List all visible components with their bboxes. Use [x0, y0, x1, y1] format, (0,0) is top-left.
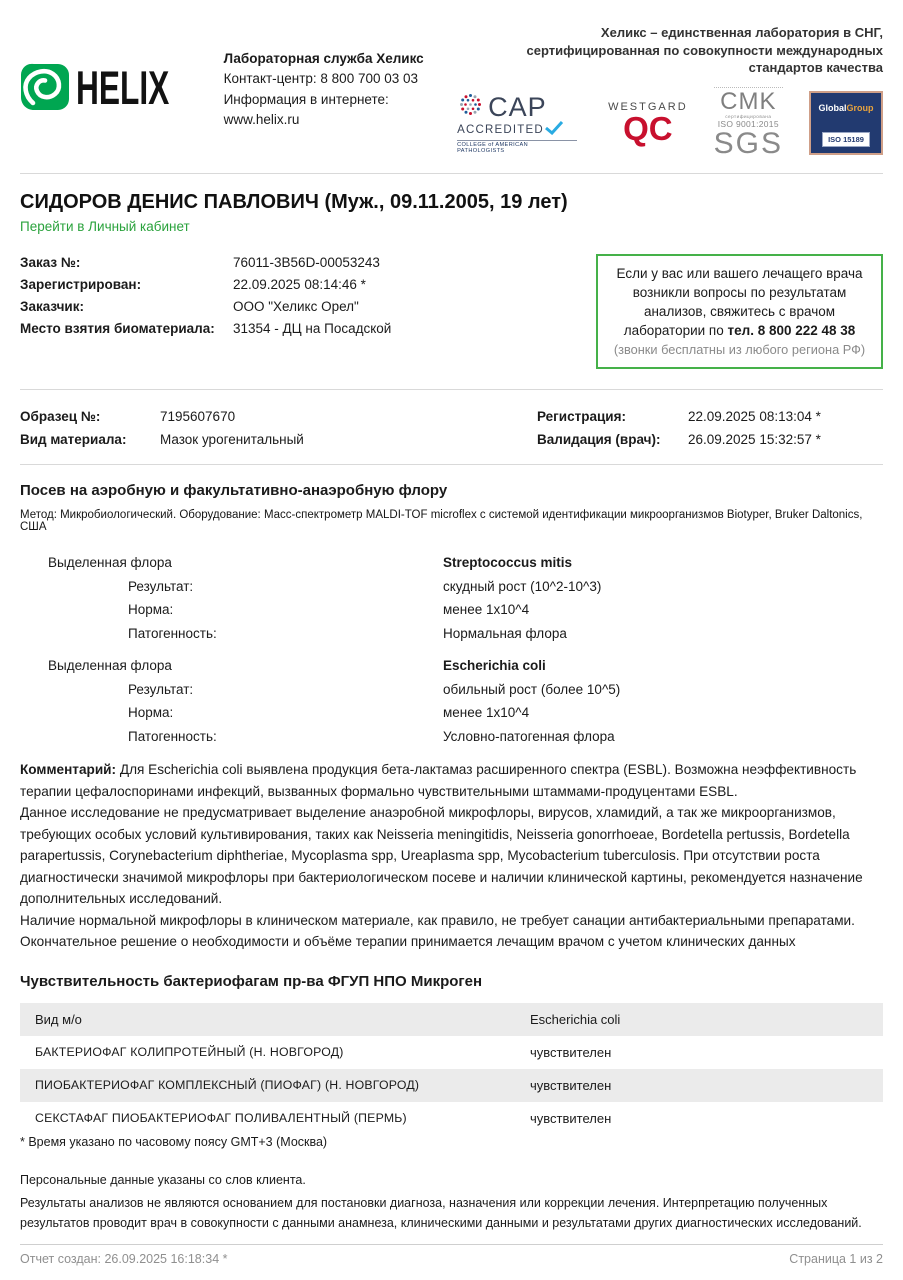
sample-info-section — [20, 405, 883, 451]
header-divider — [20, 173, 883, 174]
cap-caption: COLLEGE of AMERICAN PATHOLOGISTS — [457, 140, 577, 154]
phage-table-row — [20, 1102, 883, 1135]
order-number-value: 76011-3B56D-00053243 — [233, 254, 380, 270]
contact-center-line: Контакт-центр: 8 800 700 03 03 — [223, 71, 419, 87]
order-number-label: Заказ №: — [20, 254, 81, 270]
result-label: Результат: — [128, 681, 194, 697]
cert-line-3: стандартов качества — [748, 60, 883, 76]
pathogenicity-value: Условно-патогенная флора — [443, 728, 615, 744]
helix-swirl-icon — [20, 63, 70, 116]
isolate-escherichia — [20, 654, 883, 748]
result-label: Результат: — [128, 578, 194, 594]
norm-value: менее 1x10^4 — [443, 602, 530, 618]
validation-label: Валидация (врач): — [537, 432, 661, 448]
phage-table-row — [20, 1069, 883, 1102]
validation-value: 26.09.2025 15:32:57 * — [688, 432, 821, 448]
material-type-row — [20, 428, 537, 451]
footer-row — [20, 1252, 883, 1266]
norm-label: Норма: — [128, 705, 174, 721]
norm-row — [20, 598, 883, 622]
helix-logo — [20, 48, 206, 130]
help-box-text: Если у вас или вашего лечащего врача возникли вопросы по результатам анализов, свяжитесь с врачом лаборатории по — [616, 265, 863, 339]
comment-text-4: Окончательное решение о необходимости и объёме терапии принимается лечащим врачом с учетом клинических данных — [20, 934, 796, 950]
report-created-timestamp: Отчет создан: 26.09.2025 16:18:34 * — [20, 1252, 228, 1266]
registration-value: 22.09.2025 08:13:04 * — [688, 409, 821, 425]
cmk-title: CMK — [720, 87, 777, 115]
sample-right-column — [537, 405, 883, 451]
doctor-help-box — [596, 254, 883, 370]
order-registered-value: 22.09.2025 08:14:46 * — [233, 276, 366, 292]
order-customer-label: Заказчик: — [20, 298, 84, 314]
pathogenicity-row — [20, 725, 883, 749]
comment-label: Комментарий: — [20, 762, 117, 778]
footer-divider — [20, 1244, 883, 1245]
phage-table-row — [20, 1036, 883, 1069]
comment-paragraph — [20, 759, 883, 802]
westgard-qc-letters: QC — [623, 109, 673, 147]
order-divider — [20, 389, 883, 390]
personal-data-note: Персональные данные указаны со слов клиента. — [20, 1173, 306, 1188]
organism-name: Streptococcus mitis — [443, 555, 573, 571]
globalgroup-brand: GlobalGroup — [818, 102, 874, 113]
phage-col-organism-type: Вид м/о — [35, 1011, 82, 1027]
flora-header-row — [20, 654, 883, 678]
phage-name: СЕКСТАФАГ ПИОБАКТЕРИОФАГ ПОЛИВАЛЕНТНЫЙ (ПЕРМЬ) — [35, 1111, 407, 1126]
phage-sensitivity: чувствителен — [530, 1077, 612, 1093]
comment-text-3: Наличие нормальной микрофлоры в клиническом материале, как правило, не требует санации антибактериальными препаратами. — [20, 912, 855, 928]
order-registered-label: Зарегистрирован: — [20, 276, 142, 292]
help-box-phone: тел. 8 800 222 48 38 — [727, 323, 856, 339]
globalgroup-iso-label: ISO 15189 — [822, 132, 870, 147]
help-box-note: (звонки бесплатны из любого региона РФ) — [613, 342, 866, 358]
westgard-title: WESTGARD — [608, 100, 688, 113]
order-info-section — [20, 252, 883, 370]
cap-subtitle: ACCREDITED — [457, 123, 544, 136]
isolate-streptococcus — [20, 551, 883, 645]
header-certification-block — [457, 24, 883, 159]
flora-header-row — [20, 551, 883, 575]
phage-name: БАКТЕРИОФАГ КОЛИПРОТЕЙНЫЙ (Н. НОВГОРОД) — [35, 1045, 344, 1060]
order-details — [20, 252, 596, 370]
cert-line-1: Хеликс – единственная лаборатория в СНГ, — [600, 25, 883, 40]
timezone-note: * Время указано по часовому поясу GMT+3 (Москва) — [20, 1135, 328, 1150]
order-site-row — [20, 318, 596, 340]
patient-name: СИДОРОВ ДЕНИС ПАВЛОВИЧ (Муж., 09.11.2005, 19 лет) — [20, 190, 568, 213]
header-brand-block — [20, 48, 457, 130]
sample-number-row — [20, 405, 537, 428]
pathogenicity-value: Нормальная флора — [443, 625, 567, 641]
order-customer-value: ООО "Хеликс Орел" — [233, 298, 359, 314]
norm-row — [20, 701, 883, 725]
material-type-value: Мазок урогенитальный — [160, 432, 304, 448]
validation-row — [537, 428, 883, 451]
result-row — [20, 575, 883, 599]
helix-logo-word: HELIX — [76, 62, 170, 115]
accreditation-badges — [457, 87, 883, 159]
phage-section-title: Чувствительность бактериофагам пр-ва ФГУП НПО Микроген — [20, 972, 483, 990]
certification-text — [457, 24, 883, 77]
flora-label: Выделенная флора — [48, 555, 172, 571]
cap-dots-icon — [457, 91, 484, 123]
westgard-qc-badge — [608, 100, 688, 147]
order-registered-row — [20, 274, 596, 296]
comment-text-2: Данное исследование не предусматривает выделение анаэробной микрофлоры, вирусов, хламидий, а так же микроорганизмов, требующих особых условий культивирования, таких как Neisseria meningitidis, Neisseria gonorrhoeae, Bordetella pertussis, Bordetella parapertussis, Corynebacterium diphtheriae, Mycoplasma spp, Ureaplasma spp, Mycobacterium tuberculosis. При отсутствии роста диагностически значимой микрофлоры при бактериологическом посеве и наличии клинической картины, рекомендуется назначение дополнительных исследований. — [20, 805, 863, 907]
cmk-iso-text: ISO 9001:2015 — [717, 118, 779, 129]
phage-col-organism-name: Escherichia coli — [530, 1011, 621, 1027]
phage-name: ПИОБАКТЕРИОФАГ КОМПЛЕКСНЫЙ (ПИОФАГ) (Н. НОВГОРОД) — [35, 1078, 420, 1093]
norm-label: Норма: — [128, 602, 174, 618]
order-site-label: Место взятия биоматериала: — [20, 320, 215, 336]
result-value: скудный рост (10^2-10^3) — [443, 578, 602, 594]
order-site-value: 31354 - ДЦ на Посадской — [233, 320, 392, 336]
norm-value: менее 1x10^4 — [443, 705, 530, 721]
results-disclaimer: Результаты анализов не являются основанием для постановки диагноза, назначения или коррекции лечения. Интерпретацию полученных результатов проводит врач в совокупности с данными анамнеза, клиническими данными и результатами других диагностических исследований. — [20, 1196, 862, 1230]
pathogenicity-label: Патогенность: — [128, 625, 217, 641]
cap-accredited-badge — [457, 91, 582, 154]
phage-table — [20, 1003, 883, 1135]
isolates-list — [20, 551, 883, 748]
website-line: Информация в интернете: www.helix.ru — [223, 91, 389, 127]
cmk-tiny-text: сертифицирована — [725, 113, 772, 119]
report-header — [20, 24, 883, 159]
material-type-label: Вид материала: — [20, 432, 127, 448]
order-number-row — [20, 252, 596, 274]
cap-title: CAP — [488, 91, 547, 122]
result-row — [20, 678, 883, 702]
comment-text-1: Для Escherichia coli выявлена продукция бета-лактамаз расширенного спектра (ESBL). Возможна неэффективность терапии цефалоспоринами инфекций, вызванных формально чувствительными штаммами-продуцентами ESBL. — [20, 762, 857, 799]
cert-line-2: сертифицированная по совокупности международных — [526, 42, 883, 58]
registration-row — [537, 405, 883, 428]
lab-contact-block — [224, 49, 458, 130]
sample-left-column — [20, 405, 537, 451]
flora-label: Выделенная флора — [48, 658, 172, 674]
phage-table-header — [20, 1003, 883, 1036]
organism-name: Escherichia coli — [443, 658, 546, 674]
phage-sensitivity: чувствителен — [530, 1044, 612, 1060]
globalgroup-iso-badge — [809, 91, 883, 155]
page-indicator: Страница 1 из 2 — [789, 1252, 883, 1266]
lab-name: Лабораторная служба Хеликс — [223, 51, 424, 66]
sample-divider — [20, 464, 883, 465]
cap-checkmark-icon — [544, 121, 564, 138]
phage-sensitivity: чувствителен — [530, 1110, 612, 1126]
pathogenicity-label: Патогенность: — [128, 728, 217, 744]
pathogenicity-row — [20, 622, 883, 646]
sample-number-label: Образец №: — [20, 409, 101, 425]
method-line: Метод: Микробиологический. Оборудование: Масс-спектрометр MALDI-TOF microflex с системой идентификации микроорганизмов Biotyper, Bruker Daltonics, США — [20, 509, 863, 534]
sample-number-value: 7195607670 — [160, 409, 236, 425]
registration-label: Регистрация: — [537, 409, 626, 425]
comment-block — [20, 759, 883, 952]
cmk-sgs-badge — [714, 87, 783, 159]
order-customer-row — [20, 296, 596, 318]
report-footer-area — [20, 1135, 883, 1266]
culture-section-title: Посев на аэробную и факультативно-анаэробную флору — [20, 482, 448, 500]
sgs-letters: SGS — [713, 126, 783, 160]
result-value: обильный рост (более 10^5) — [443, 681, 621, 697]
personal-cabinet-link[interactable]: Перейти в Личный кабинет — [20, 218, 190, 234]
